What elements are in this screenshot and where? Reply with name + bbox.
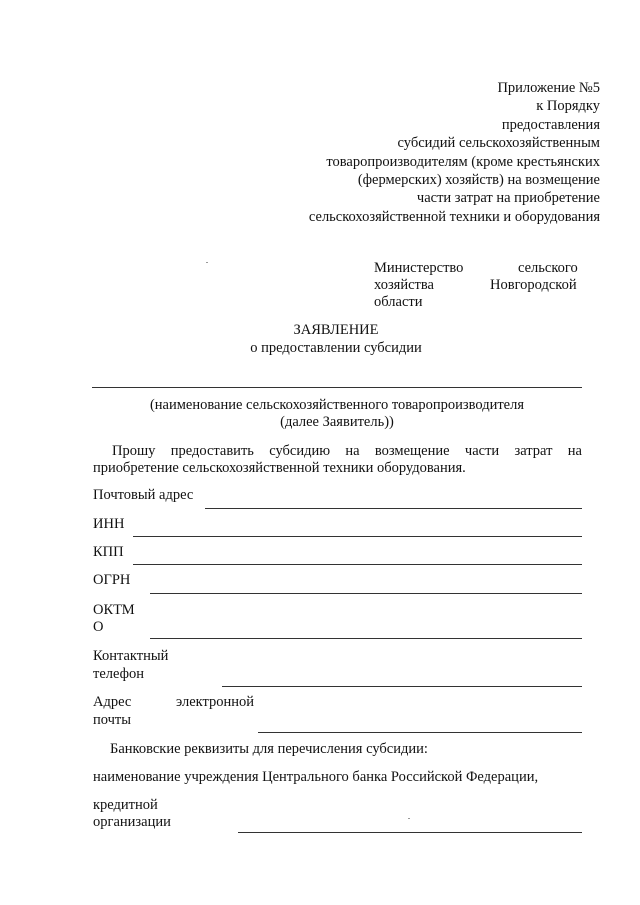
request-word: затрат: [514, 443, 553, 459]
kpp-label: КПП: [93, 544, 124, 560]
request-word: возмещение: [374, 443, 450, 459]
email-label-1a: Адрес: [93, 694, 132, 710]
addressee-region-name: Новгородской: [490, 277, 577, 293]
appendix-line: сельскохозяйственной техники и оборудования: [308, 208, 600, 225]
scan-speck: [408, 818, 410, 819]
request-word: на: [567, 443, 582, 459]
ogrn-field[interactable]: [150, 593, 582, 594]
phone-label-2: телефон: [93, 666, 145, 682]
oktmo-field[interactable]: [150, 638, 582, 639]
appendix-line: Приложение №5: [497, 80, 600, 96]
addressee-economy: хозяйства: [374, 277, 434, 293]
email-field[interactable]: [258, 732, 582, 733]
oktmo-label-1: ОКТМ: [93, 602, 135, 618]
scan-speck: [206, 262, 208, 263]
phone-field[interactable]: [222, 686, 582, 687]
email-label-2: почты: [93, 712, 132, 728]
addressee-region: области: [374, 294, 423, 310]
appendix-line: (фермерских) хозяйств) на возмещение: [357, 172, 600, 189]
appendix-line: части затрат на приобретение: [416, 190, 600, 207]
request-line-1: [112, 442, 582, 460]
appendix-header: [309, 79, 600, 226]
applicant-caption-2: (далее Заявитель)): [280, 414, 394, 430]
credit-org-label-2: организации: [93, 814, 171, 830]
bank-details-heading: Банковские реквизиты для перечисления субсидии:: [110, 741, 428, 757]
central-bank-name-label: наименование учреждения Центрального банка Российской Федерации,: [93, 769, 539, 785]
applicant-caption-1: (наименование сельскохозяйственного товаропроизводителя: [149, 397, 525, 413]
inn-field[interactable]: [133, 536, 582, 537]
request-line-2: приобретение сельскохозяйственной техники оборудования.: [93, 460, 466, 476]
email-label-1b: электронной: [176, 694, 255, 710]
inn-label: ИНН: [93, 516, 125, 532]
appendix-line: к Порядку: [536, 98, 600, 115]
document-title: ЗАЯВЛЕНИЕ: [293, 322, 379, 338]
kpp-field[interactable]: [133, 564, 582, 565]
applicant-name-line[interactable]: [92, 387, 582, 388]
appendix-line: предоставления: [501, 116, 600, 133]
addressee-ministry: Министерство: [374, 260, 464, 276]
document-subtitle: о предоставлении субсидии: [250, 340, 422, 356]
request-word: Прошу: [112, 443, 156, 459]
postal-address-label: Почтовый адрес: [93, 487, 194, 503]
phone-label-1: Контактный: [93, 648, 169, 664]
credit-org-label-1: кредитной: [93, 797, 158, 813]
addressee-agricultural: сельского: [518, 260, 578, 276]
request-word: на: [345, 443, 360, 459]
appendix-line: субсидий сельскохозяйственным: [397, 135, 600, 152]
postal-address-field[interactable]: [205, 508, 582, 509]
oktmo-label-2: О: [93, 619, 104, 635]
credit-org-field[interactable]: [238, 832, 582, 833]
request-word: части: [464, 443, 500, 459]
appendix-line: товаропроизводителям (кроме крестьянских: [326, 153, 600, 170]
request-word: предоставить: [170, 443, 254, 459]
ogrn-label: ОГРН: [93, 572, 131, 588]
request-word: субсидию: [269, 443, 331, 459]
